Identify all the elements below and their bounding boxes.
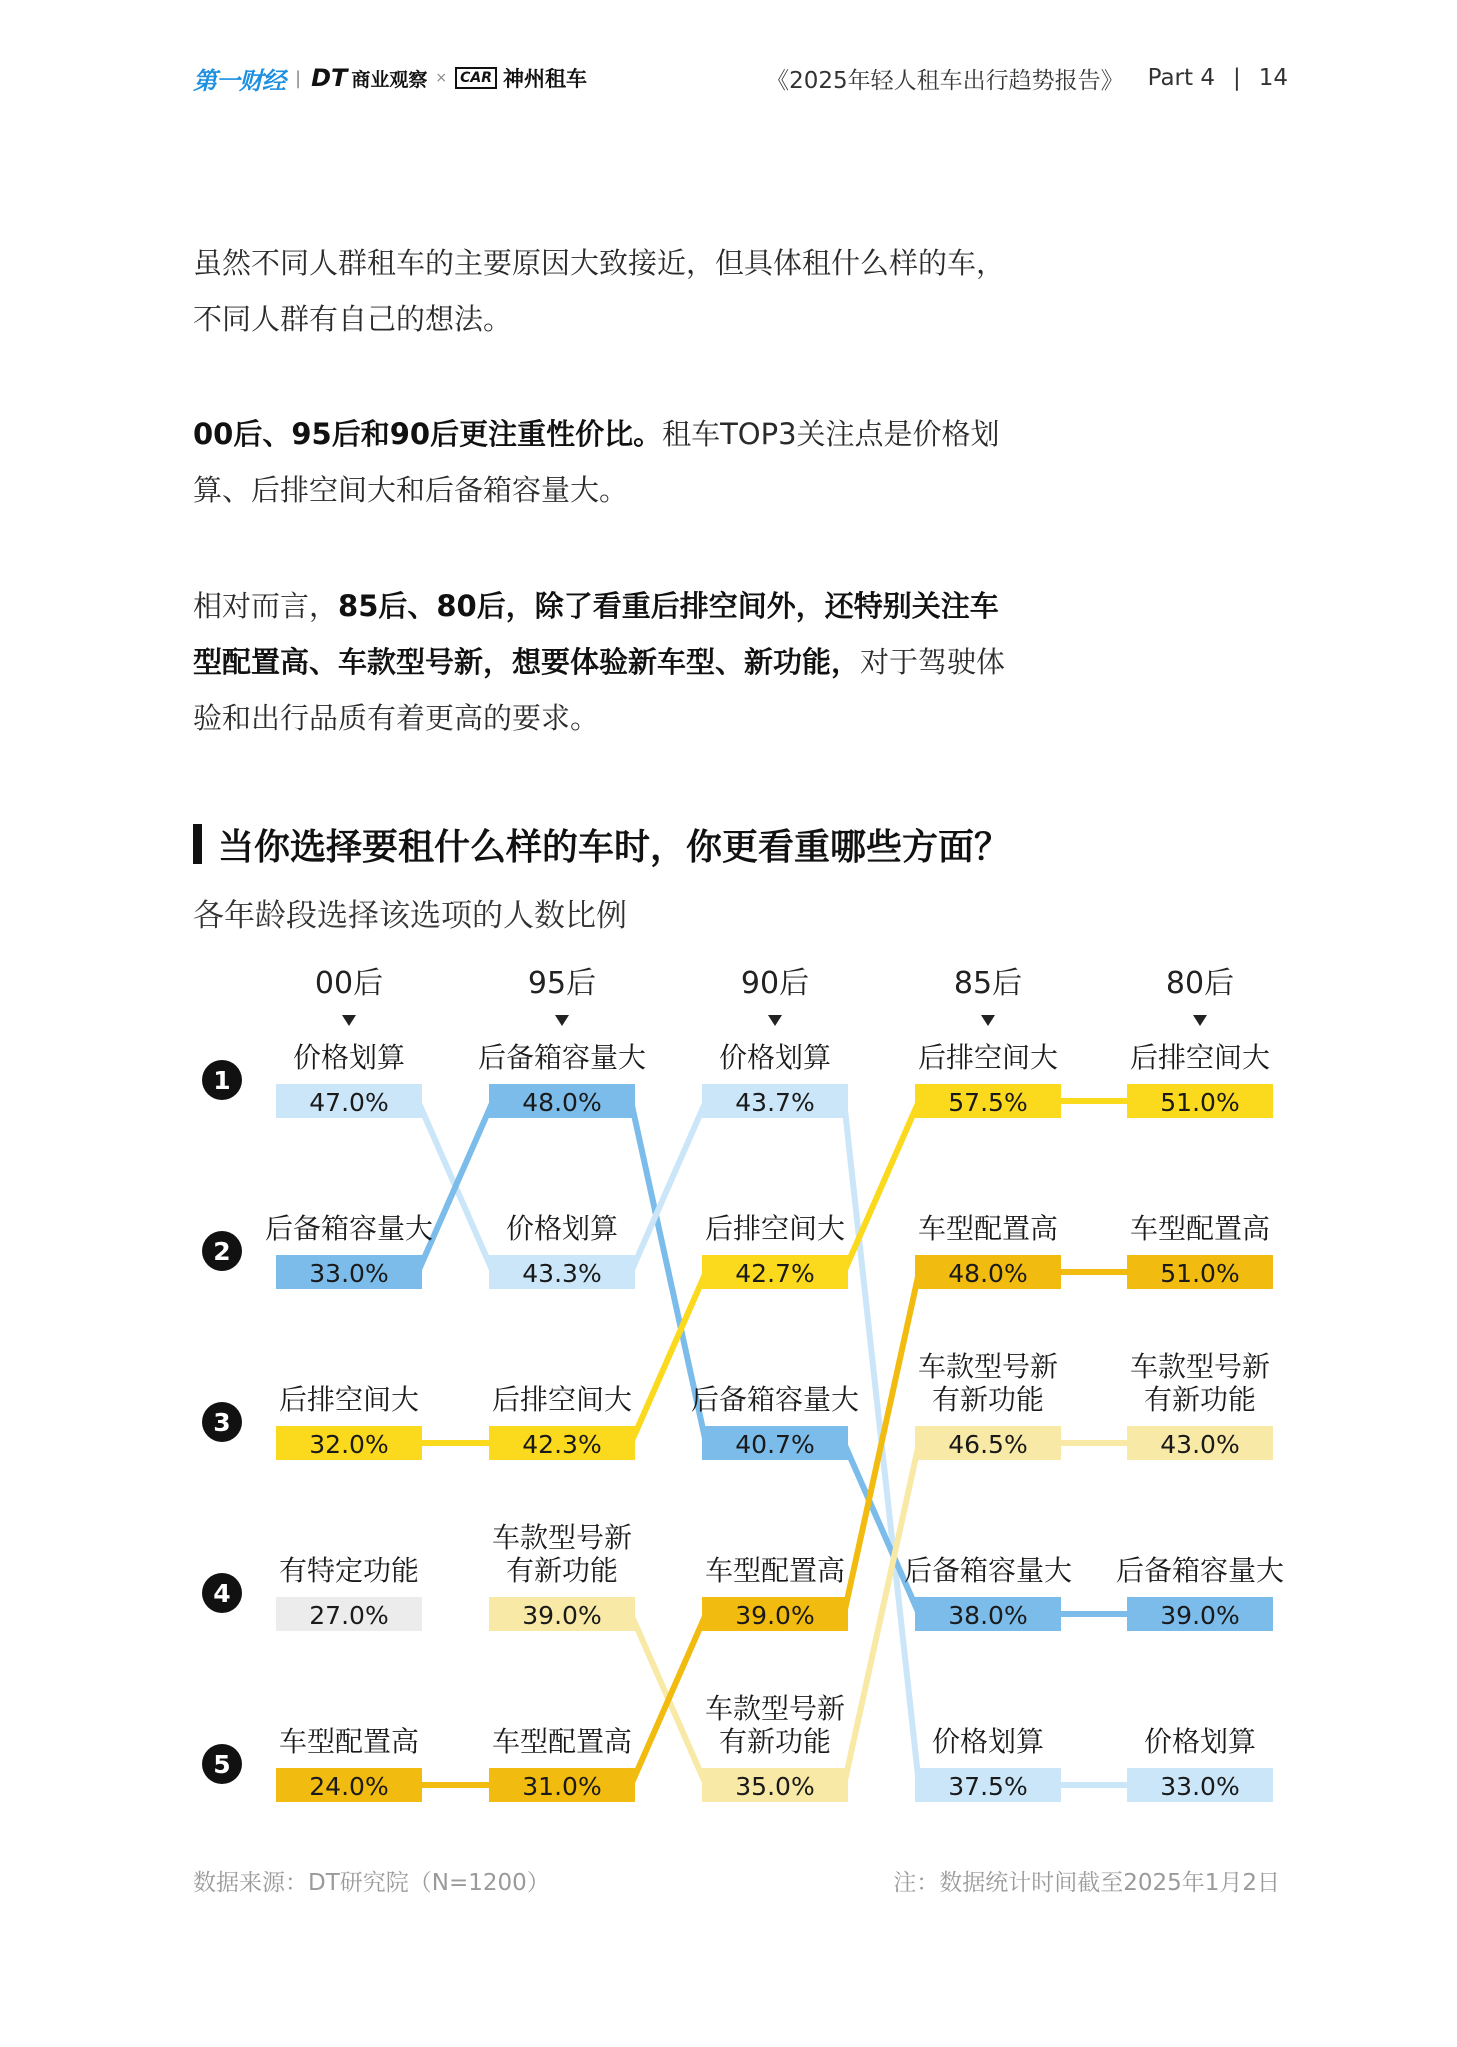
category-label: 车型配置高 xyxy=(917,1212,1059,1245)
category-label: 后备箱容量大 xyxy=(690,1383,860,1416)
rank-number-1: 1 xyxy=(213,1066,231,1095)
header-divider: | xyxy=(1232,65,1241,91)
shenzhou-logo-text: 神州租车 xyxy=(503,67,588,91)
connector-后排空间大 xyxy=(631,1272,706,1443)
category-label: 车款型号新 xyxy=(1129,1350,1271,1383)
category-label: 有特定功能 xyxy=(278,1554,420,1587)
category-label: 后排空间大 xyxy=(278,1383,420,1416)
rank-number-4: 4 xyxy=(213,1579,231,1608)
category-label: 有新功能 xyxy=(718,1725,832,1758)
paragraph-2-bold: 00后、95后和90后更注重性价比。 xyxy=(193,417,663,451)
collab-x: × xyxy=(435,70,448,86)
report-title: 《2025年轻人租车出行趋势报告》 xyxy=(766,67,1124,94)
value-label: 43.3% xyxy=(522,1259,602,1288)
category-label: 车款型号新 xyxy=(491,1521,633,1554)
value-label: 32.0% xyxy=(309,1430,389,1459)
data-source: 数据来源：DT研究院（N=1200） xyxy=(193,1870,550,1896)
category-label: 车型配置高 xyxy=(1129,1212,1271,1245)
car-icon: CAR xyxy=(455,67,497,89)
paragraph-3-bold: 85后、80后，除了看重后排空间外，还特别关注车型配置高、车款型号新，想要体验新车型、新功能， xyxy=(193,589,999,679)
category-label: 车款型号新 xyxy=(704,1692,846,1725)
category-label: 后备箱容量大 xyxy=(1115,1554,1285,1587)
paragraph-3-a: 相对而言， xyxy=(193,589,339,623)
chart-subtitle: 各年龄段选择该选项的人数比例 xyxy=(193,898,627,934)
part-label: Part 4 xyxy=(1147,65,1215,91)
down-arrow-icon xyxy=(981,1015,995,1026)
category-label: 后备箱容量大 xyxy=(903,1554,1073,1587)
chart-text xyxy=(202,966,1284,1801)
connector-价格划算 xyxy=(631,1101,706,1272)
value-label: 39.0% xyxy=(735,1601,815,1630)
value-label: 47.0% xyxy=(309,1088,389,1117)
value-label: 48.0% xyxy=(948,1259,1028,1288)
value-label: 51.0% xyxy=(1160,1259,1240,1288)
category-label: 有新功能 xyxy=(505,1554,619,1587)
value-label: 27.0% xyxy=(309,1601,389,1630)
dt-logo-mark: DT xyxy=(311,64,348,92)
connector-车款型号新-有新功能 xyxy=(844,1443,919,1785)
category-label: 车型配置高 xyxy=(278,1725,420,1758)
value-label: 37.5% xyxy=(948,1772,1028,1801)
value-label: 35.0% xyxy=(735,1772,815,1801)
age-group-header-95后: 95后 xyxy=(527,966,597,1001)
age-group-header-00后: 00后 xyxy=(314,966,384,1001)
value-label: 38.0% xyxy=(948,1601,1028,1630)
rank-number-2: 2 xyxy=(213,1237,231,1266)
category-label: 价格划算 xyxy=(292,1041,406,1074)
value-label: 43.7% xyxy=(735,1088,815,1117)
category-label: 价格划算 xyxy=(1143,1725,1257,1758)
data-note: 注：数据统计时间截至2025年1月2日 xyxy=(893,1870,1280,1896)
category-label: 车款型号新 xyxy=(917,1350,1059,1383)
page-number: 14 xyxy=(1258,65,1288,91)
value-label: 42.7% xyxy=(735,1259,815,1288)
category-label: 车型配置高 xyxy=(491,1725,633,1758)
category-label: 价格划算 xyxy=(505,1212,619,1245)
value-label: 39.0% xyxy=(522,1601,602,1630)
value-label: 24.0% xyxy=(309,1772,389,1801)
dt-logo-text: 商业观察 xyxy=(351,69,428,91)
category-label: 后排空间大 xyxy=(491,1383,633,1416)
down-arrow-icon xyxy=(555,1015,569,1026)
paragraph-3-c: 对于驾驶体验和出行品质有着更高的要求。 xyxy=(193,645,1006,735)
paragraph-2-rest: 租车TOP3关注点是价格划算、后排空间大和后备箱容量大。 xyxy=(193,417,1000,507)
down-arrow-icon xyxy=(768,1015,782,1026)
age-group-header-80后: 80后 xyxy=(1165,966,1235,1001)
chart-title-text: 当你选择要租什么样的车时，你更看重哪些方面？ xyxy=(218,826,1011,868)
down-arrow-icon xyxy=(342,1015,356,1026)
value-label: 51.0% xyxy=(1160,1088,1240,1117)
value-label: 40.7% xyxy=(735,1430,815,1459)
value-label: 33.0% xyxy=(309,1259,389,1288)
category-label: 有新功能 xyxy=(1143,1383,1257,1416)
diyicaijing-logo: 第一财经 xyxy=(193,66,285,95)
rank-number-5: 5 xyxy=(213,1750,231,1779)
rank-number-3: 3 xyxy=(213,1408,231,1437)
category-label: 后备箱容量大 xyxy=(264,1212,434,1245)
value-label: 39.0% xyxy=(1160,1601,1240,1630)
value-label: 42.3% xyxy=(522,1430,602,1459)
paragraph-1: 虽然不同人群租车的主要原因大致接近，但具体租什么样的车，不同人群有自己的想法。 xyxy=(193,246,1006,336)
value-label: 57.5% xyxy=(948,1088,1028,1117)
category-label: 后备箱容量大 xyxy=(477,1041,647,1074)
category-label: 价格划算 xyxy=(931,1725,1045,1758)
age-group-header-90后: 90后 xyxy=(740,966,810,1001)
category-label: 后排空间大 xyxy=(917,1041,1059,1074)
category-label: 后排空间大 xyxy=(704,1212,846,1245)
age-group-header-85后: 85后 xyxy=(953,966,1023,1001)
value-label: 46.5% xyxy=(948,1430,1028,1459)
logo-separator: | xyxy=(295,67,302,89)
category-label: 有新功能 xyxy=(931,1383,1045,1416)
value-label: 43.0% xyxy=(1160,1430,1240,1459)
category-label: 后排空间大 xyxy=(1129,1041,1271,1074)
value-label: 48.0% xyxy=(522,1088,602,1117)
value-label: 33.0% xyxy=(1160,1772,1240,1801)
down-arrow-icon xyxy=(1193,1015,1207,1026)
value-label: 31.0% xyxy=(522,1772,602,1801)
category-label: 车型配置高 xyxy=(704,1554,846,1587)
category-label: 价格划算 xyxy=(718,1041,832,1074)
